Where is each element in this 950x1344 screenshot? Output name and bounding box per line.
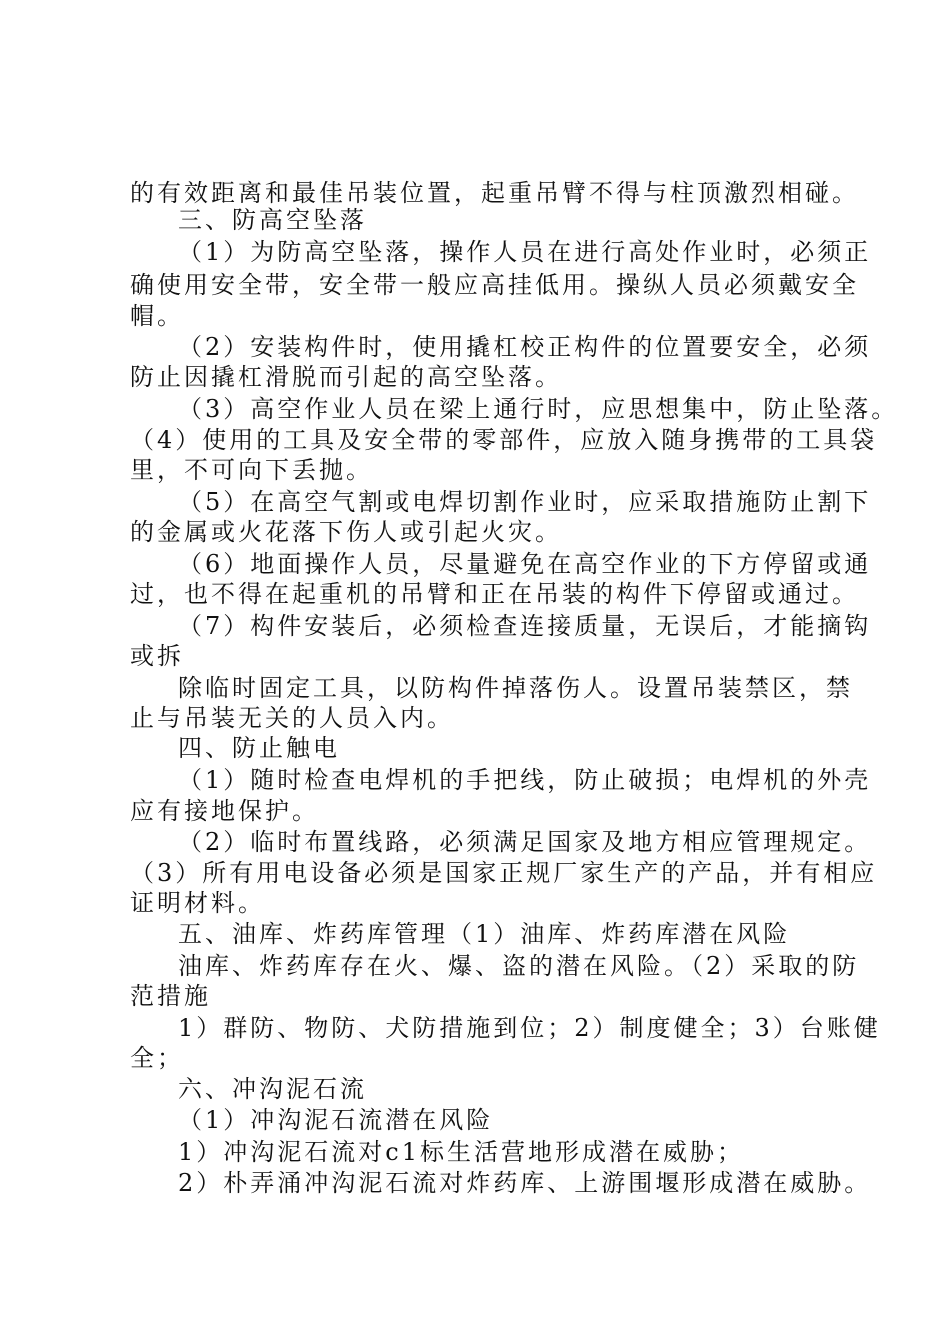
text-line: （1）随时检查电焊机的手把线，防止破损；电焊机的外壳 xyxy=(178,766,872,794)
text-line: 应有接地保护。 xyxy=(130,797,319,825)
text-line: 证明材料。 xyxy=(130,889,265,917)
text-line: （3）高空作业人员在梁上通行时，应思想集中，防止坠落。 xyxy=(178,395,899,423)
section-heading: 四、防止触电 xyxy=(178,734,340,762)
text-line: 或拆 xyxy=(130,642,184,670)
text-line: （7）构件安装后，必须检查连接质量，无误后，才能摘钩 xyxy=(178,612,872,640)
text-line: 帽。 xyxy=(130,302,184,330)
text-line: 1）群防、物防、犬防措施到位；2）制度健全；3）台账健 xyxy=(178,1014,881,1042)
text-line: 过，也不得在起重机的吊臂和正在吊装的构件下停留或通过。 xyxy=(130,580,859,608)
section-heading: 五、油库、炸药库管理（1）油库、炸药库潜在风险 xyxy=(178,920,791,948)
text-line: 的金属或火花落下伤人或引起火灾。 xyxy=(130,518,562,546)
section-heading: 六、冲沟泥石流 xyxy=(178,1075,367,1103)
text-line: （4）使用的工具及安全带的零部件，应放入随身携带的工具袋 xyxy=(130,426,878,454)
text-line: 防止因撬杠滑脱而引起的高空坠落。 xyxy=(130,363,562,391)
text-line: 范措施 xyxy=(130,982,211,1010)
text-line: 的有效距离和最佳吊装位置，起重吊臂不得与柱顶激烈相碰。 xyxy=(130,179,859,207)
text-line: 2）朴弄涌冲沟泥石流对炸药库、上游围堰形成潜在威胁。 xyxy=(178,1169,872,1197)
section-heading: 三、防高空坠落 xyxy=(178,206,367,234)
text-line: 全； xyxy=(130,1044,184,1072)
text-line: （1）冲沟泥石流潜在风险 xyxy=(178,1106,494,1134)
text-line: （5）在高空气割或电焊切割作业时，应采取措施防止割下 xyxy=(178,488,872,516)
text-line: （2）安装构件时，使用撬杠校正构件的位置要安全，必须 xyxy=(178,333,872,361)
text-line: （1）为防高空坠落，操作人员在进行高处作业时，必须正 xyxy=(178,238,872,266)
text-line: 止与吊装无关的人员入内。 xyxy=(130,704,454,732)
text-line: （2）临时布置线路，必须满足国家及地方相应管理规定。 xyxy=(178,828,872,856)
text-line: 除临时固定工具，以防构件掉落伤人。设置吊装禁区，禁 xyxy=(178,674,853,702)
text-line: 1）冲沟泥石流对c1标生活营地形成潜在威胁； xyxy=(178,1138,744,1166)
text-line: 油库、炸药库存在火、爆、盗的潜在风险。（2）采取的防 xyxy=(178,952,860,980)
text-line: （3）所有用电设备必须是国家正规厂家生产的产品，并有相应 xyxy=(130,859,878,887)
text-line: （6）地面操作人员，尽量避免在高空作业的下方停留或通 xyxy=(178,550,872,578)
text-line: 里，不可向下丢抛。 xyxy=(130,456,373,484)
text-line: 确使用安全带，安全带一般应高挂低用。操纵人员必须戴安全 xyxy=(130,271,859,299)
